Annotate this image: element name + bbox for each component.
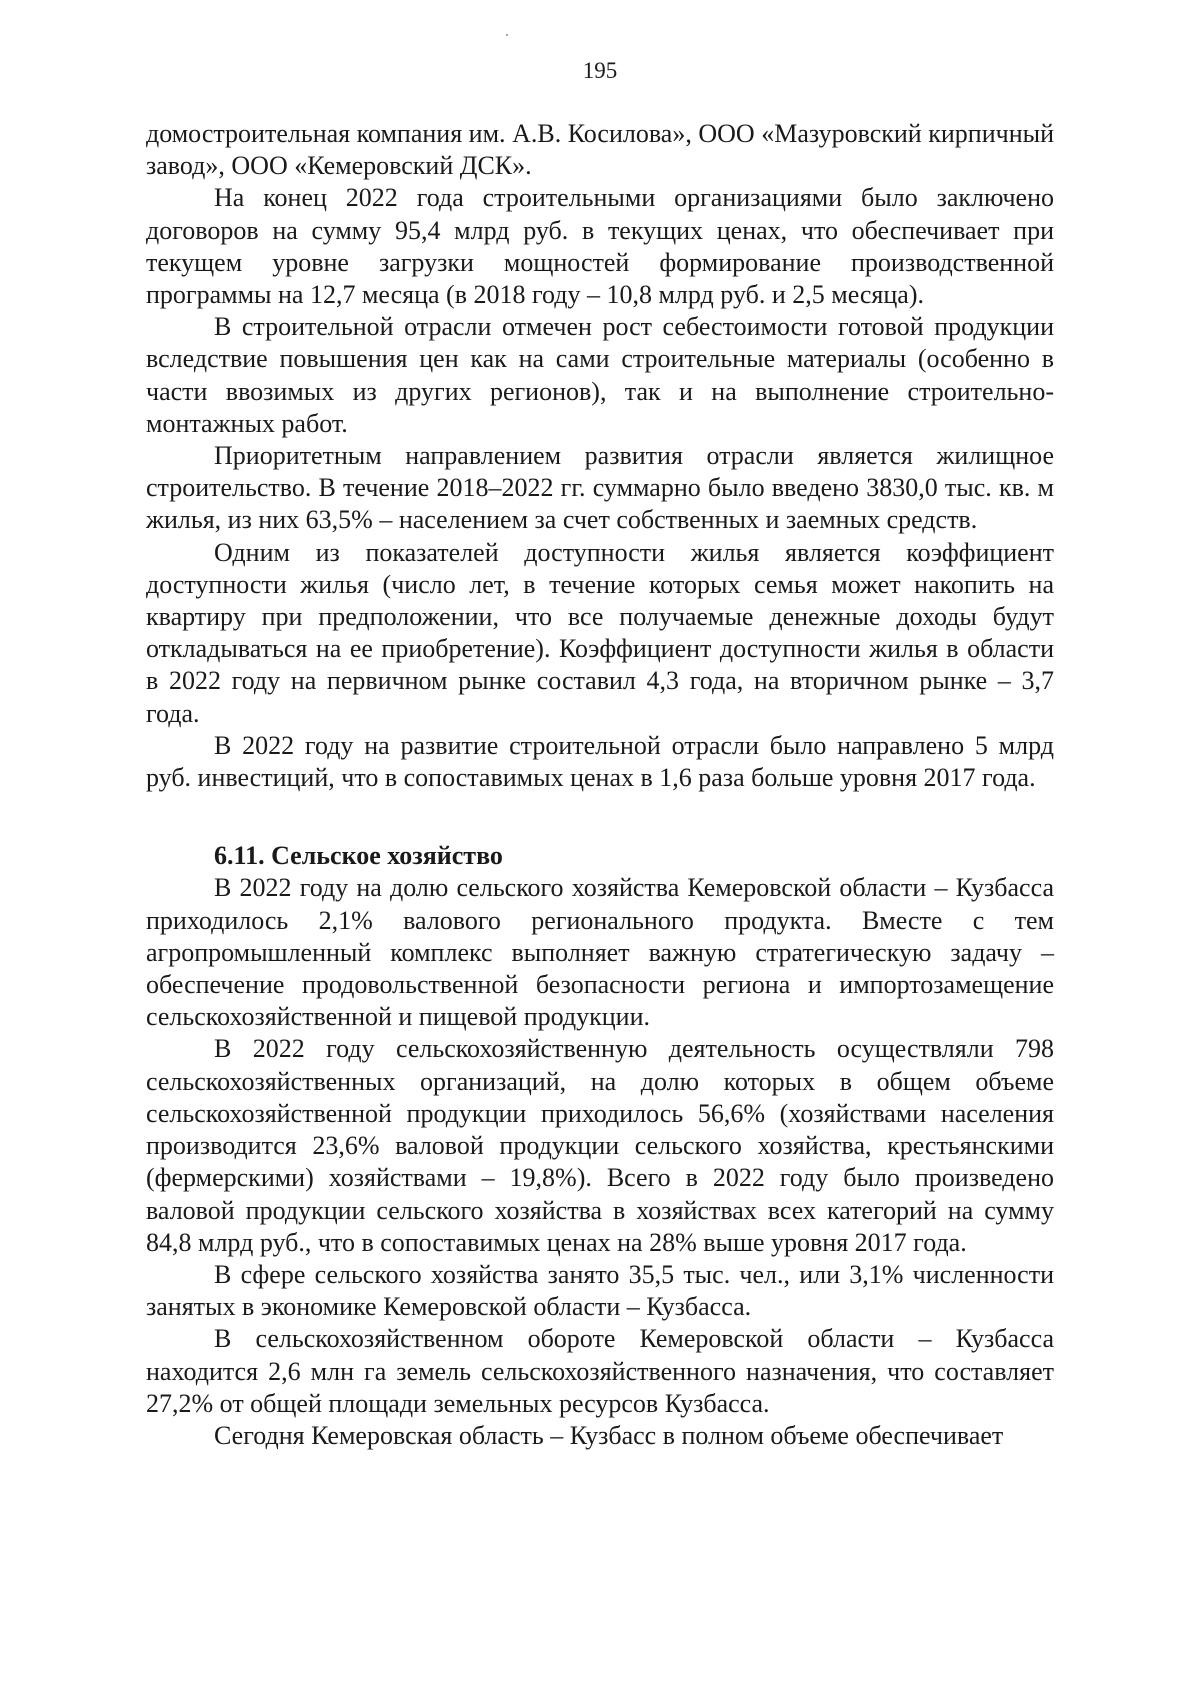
paragraph-2: На конец 2022 года строительными организациями было заключено договоров на сумму 95,4 млрд руб. в текущих ценах, что обеспечивает при текущем уровне загрузки мощностей формирование производственной программы на 12,7 месяца (в 2018 году – 10,8 млрд руб. и 2,5 месяца). — [146, 183, 1054, 310]
paragraph-6: В 2022 году на развитие строительной отрасли было направлено 5 млрд руб. инвестиций, что в сопоставимых ценах в 1,6 раза больше уровня 2017 года. — [146, 730, 1054, 793]
paragraph-11: Сегодня Кемеровская область – Кузбасс в полном объеме обеспечивает — [214, 1420, 1004, 1450]
paragraph-9: В сфере сельского хозяйства занято 35,5 тыс. чел., или 3,1% численности занятых в экономике Кемеровской области – Кузбасса. — [146, 1259, 1054, 1322]
paragraph-5: Одним из показателей доступности жилья является коэффициент доступности жилья (число лет, в течение которых семья может накопить на квартиру при предположении, что все получаемые денежные доходы будут откладываться на ее приобретение). Коэффициент доступности жилья в области в 2022 году на первичном рынке составил 4,3 года, на вторичном рынке – 3,7 года. — [146, 537, 1054, 728]
section-heading: 6.11. Сельское хозяйство — [214, 841, 503, 871]
paragraph-4: Приоритетным направлением развития отрасли является жилищное строительство. В течение 2018–2022 гг. суммарно было введено 3830,0 тыс. кв. м жилья, из них 63,5% – населением за счет собственных и заемных средств. — [146, 441, 1054, 535]
paragraph-3: В строительной отрасли отмечен рост себестоимости готовой продукции вследствие повышения цен как на сами строительные материалы (особенно в части ввозимых из других регионов), так и на выполнение строительно-монтажных работ. — [146, 312, 1054, 438]
paragraph-10: В сельскохозяйственном обороте Кемеровской области – Кузбасса находится 2,6 млн га земель сельскохозяйственного назначения, что составляет 27,2% от общей площади земельных ресурсов Кузбасса. — [146, 1324, 1054, 1418]
paragraph-1: домостроительная компания им. А.В. Косилова», ООО «Мазуровский кирпичный завод», ООО «Кемеровский ДСК». — [146, 119, 1054, 181]
paragraph-8: В 2022 году сельскохозяйственную деятельность осуществляли 798 сельскохозяйственных организаций, на долю которых в общем объеме сельскохозяйственной продукции приходилось 56,6% (хозяйствами населения производится 23,6% валовой продукции сельского хозяйства, крестьянскими (фермерскими) хозяйствами – 19,8%). Всего в 2022 году было произведено валовой продукции сельского хозяйства в хозяйствах всех категорий на сумму 84,8 млрд руб., что в сопоставимых ценах на 28% выше уровня 2017 года. — [146, 1034, 1054, 1257]
paragraph-7: В 2022 году на долю сельского хозяйства Кемеровской области – Кузбасса приходилось 2,1% валового регионального продукта. Вместе с тем агропромышленный комплекс выполняет важную стратегическую задачу – обеспечение продовольственной безопасности региона и импортозамещение сельскохозяйственной и пищевой продукции. — [146, 873, 1054, 1032]
page-body — [146, 118, 1054, 1452]
scan-speck — [506, 34, 508, 36]
page-number: 195 — [582, 58, 618, 83]
